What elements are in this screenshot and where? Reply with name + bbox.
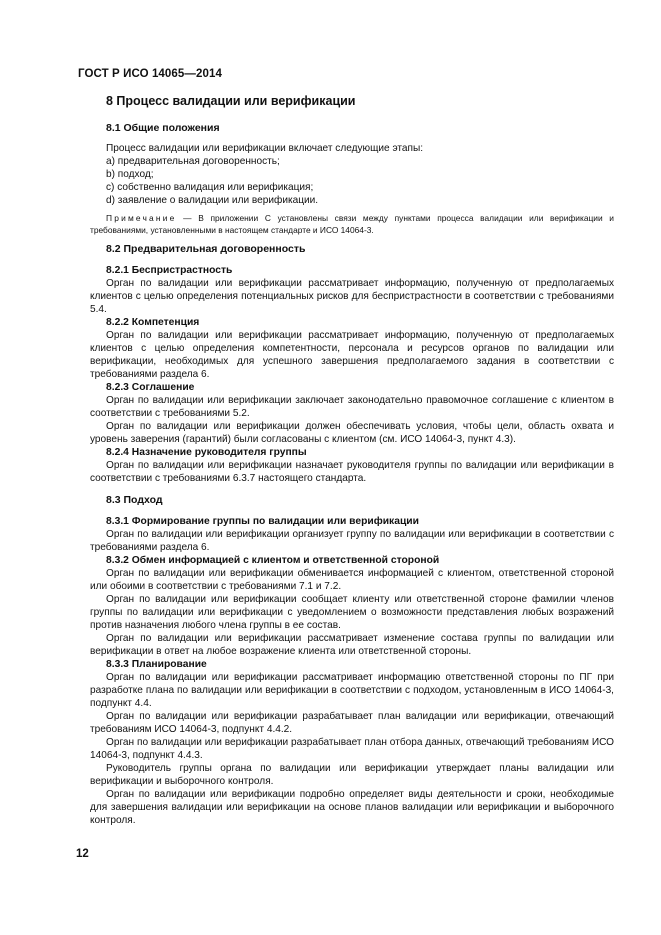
clause-title-8-2-4: 8.2.4 Назначение руководителя группы: [106, 447, 307, 458]
clause-title-8-2-3: 8.2.3 Соглашение: [106, 382, 195, 393]
page-number: 12: [76, 848, 89, 860]
main-column: [90, 88, 614, 827]
note-text: — В приложении С установлены связи между пунктами процесса валидации или верификации и требованиями, установленными в настоящем стандарте и ИСО 14064-3.: [90, 213, 614, 235]
clause-title-8-3-1: 8.3.1 Формирование группы по валидации или верификации: [106, 516, 419, 527]
stage-list: [106, 155, 614, 207]
section-title: 8 Процесс валидации или верификации: [106, 94, 356, 108]
note-label: Примечание: [106, 213, 177, 223]
paragraph: Орган по валидации или верификации рассматривает изменение состава группы по валидации или верификации в ответ на любое возражение клиента или ответственной стороны.: [90, 633, 614, 657]
subsection-title-8-3: 8.3 Подход: [106, 494, 163, 506]
list-item: c) собственно валидация или верификация;: [106, 182, 314, 193]
clause-title-8-3-3: 8.3.3 Планирование: [106, 659, 207, 670]
paragraph: Орган по валидации или верификации назначает руководителя группы по валидации или верификации в соответствии с требованиями 6.3.7 настоящего стандарта.: [90, 460, 614, 484]
paragraph: Руководитель группы органа по валидации или верификации утверждает планы валидации или верификации и выборочного контроля.: [90, 763, 614, 787]
paragraph: Орган по валидации или верификации рассматривает информацию, полученную от предполагаемых клиентов с целью определения потенциальных рисков для беспристрастности в соответствии с требованиями 5.4.: [90, 278, 614, 315]
clause-title-8-2-1: 8.2.1 Беспристрастность: [106, 265, 233, 276]
standard-header: ГОСТ Р ИСО 14065—2014: [78, 68, 223, 80]
subsection-title-8-2: 8.2 Предварительная договоренность: [106, 243, 306, 255]
paragraph: Орган по валидации или верификации сообщает клиенту или ответственной стороне фамилии членов группы по валидации или верификации с уведомлением о возможности представления любых возражений против назначения любого члена группы в ее состав.: [90, 594, 614, 631]
paragraph: Орган по валидации или верификации заключает законодательно правомочное соглашение с клиентом в соответствии с требованиями 5.2.: [90, 395, 614, 419]
clause-title-8-3-2: 8.3.2 Обмен информацией с клиентом и ответственной стороной: [106, 555, 440, 566]
paragraph: Орган по валидации или верификации организует группу по валидации или верификации в соответствии с требованиями раздела 6.: [90, 529, 614, 553]
paragraph: Орган по валидации или верификации рассматривает информацию ответственной стороны по ПГ при разработке плана по валидации или верификации в соответствии с подходом, установленным в ИСО 14064-3, подпункт 4.4.: [90, 672, 614, 709]
clause-title-8-2-2: 8.2.2 Компетенция: [106, 317, 200, 328]
subsection-title-8-1: 8.1 Общие положения: [106, 122, 220, 134]
paragraph: Орган по валидации или верификации подробно определяет виды деятельности и сроки, необходимые для завершения валидации или верификации на основе планов валидации или верификации и выборочного контроля.: [90, 789, 614, 826]
list-item: a) предварительная договоренность;: [106, 156, 280, 167]
paragraph: Орган по валидации или верификации обменивается информацией с клиентом, ответственной стороной или обоими в соответствии с требованиями 7.1 и 7.2.: [90, 568, 614, 592]
paragraph: Процесс валидации или верификации включает следующие этапы:: [106, 143, 424, 154]
paragraph: Орган по валидации или верификации должен обеспечивать условия, чтобы цели, область охвата и уровень заверения (гарантий) были согласованы с клиентом (см. ИСО 14064-3, пункт 4.3).: [90, 421, 614, 445]
list-item: b) подход;: [106, 169, 154, 180]
paragraph: Орган по валидации или верификации разрабатывает план отбора данных, отвечающий требованиям ИСО 14064-3, подпункт 4.4.3.: [90, 737, 614, 761]
paragraph: Орган по валидации или верификации разрабатывает план валидации или верификации, отвечающий требованиям ИСО 14064-3, подпункт 4.4.2.: [90, 711, 614, 735]
list-item: d) заявление о валидации или верификации.: [106, 195, 319, 206]
paragraph: Орган по валидации или верификации рассматривает информацию, полученную от предполагаемых клиентов с целью определения компетентности, персонала и ресурсов органов по валидации или верификации, необходимых для успешного завершения предполагаемого задания в соответствии с требованиями раздела 6.: [90, 330, 614, 380]
note: [90, 212, 614, 236]
